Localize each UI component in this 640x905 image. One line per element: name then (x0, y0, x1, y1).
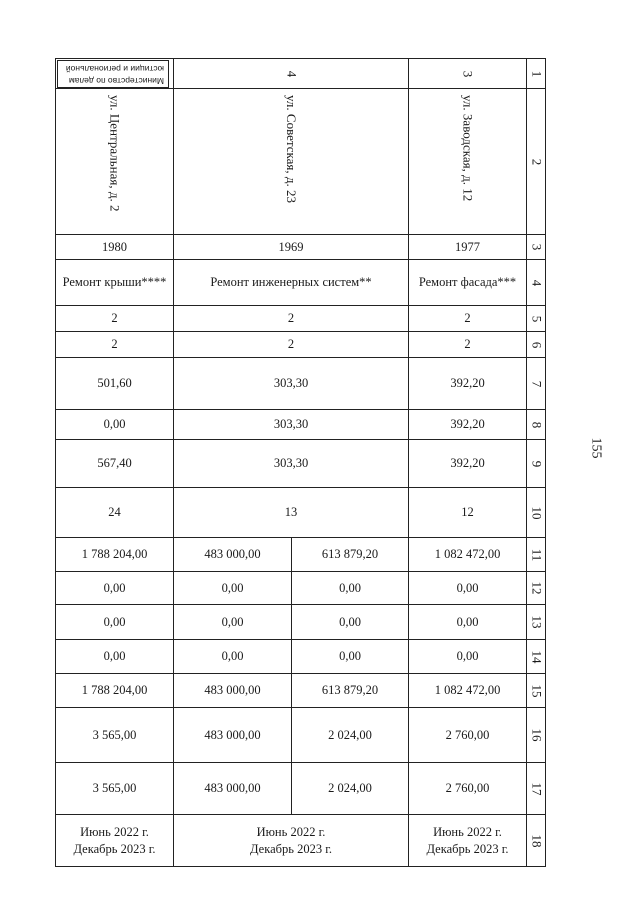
value-cell: 392,20 (409, 410, 527, 440)
work-type-cell: Ремонт крыши**** (56, 260, 174, 306)
value-cell: 2 024,00 (292, 763, 409, 815)
table-row (56, 572, 546, 605)
row-number: 12 (527, 572, 546, 605)
year-cell: 1977 (409, 235, 527, 260)
table-row (56, 260, 546, 306)
value-cell: 392,20 (409, 440, 527, 488)
row-number: 1 (527, 59, 546, 89)
stamp-line: юстиции и региональной (65, 64, 164, 74)
value-cell: 0,00 (174, 572, 292, 605)
row-number: 8 (527, 410, 546, 440)
value-cell: 2 (174, 306, 409, 332)
row-number: 11 (527, 538, 546, 572)
table-row (56, 538, 546, 572)
table-row (56, 488, 546, 538)
value-cell: 613 879,20 (292, 538, 409, 572)
date-cell (174, 815, 409, 867)
table-row (56, 332, 546, 358)
value-cell: 13 (174, 488, 409, 538)
row-number: 13 (527, 605, 546, 640)
year-cell: 1980 (56, 235, 174, 260)
stamp-cell (56, 59, 174, 89)
year-cell: 1969 (174, 235, 409, 260)
index-value: 4 (284, 70, 299, 77)
table-row (56, 358, 546, 410)
table-row (56, 89, 546, 235)
row-number: 7 (527, 358, 546, 410)
index-value: 3 (460, 70, 476, 77)
row-number: 5 (527, 306, 546, 332)
value-cell: 12 (409, 488, 527, 538)
row-number: 15 (527, 674, 546, 708)
value-cell: 2 760,00 (409, 708, 527, 763)
value-cell: 1 788 204,00 (56, 674, 174, 708)
start-date: Июнь 2022 г. (80, 824, 149, 839)
address-text: ул. Советская, д. 23 (284, 95, 299, 204)
table-row (56, 605, 546, 640)
value-cell: 1 082 472,00 (409, 674, 527, 708)
value-cell: 0,00 (409, 605, 527, 640)
value-cell: 483 000,00 (174, 538, 292, 572)
value-cell: 0,00 (174, 605, 292, 640)
value-cell: 3 565,00 (56, 708, 174, 763)
table-row (56, 410, 546, 440)
value-cell: 501,60 (56, 358, 174, 410)
row-number: 6 (527, 332, 546, 358)
table-row (56, 708, 546, 763)
value-cell: 0,00 (56, 572, 174, 605)
index-cell (409, 59, 527, 89)
end-date: Декабрь 2023 г. (249, 841, 333, 856)
value-cell: 303,30 (174, 358, 409, 410)
value-cell: 0,00 (409, 572, 527, 605)
row-number: 2 (527, 89, 546, 235)
value-cell: 3 565,00 (56, 763, 174, 815)
value-cell: 483 000,00 (174, 763, 292, 815)
work-type-cell: Ремонт инженерных систем** (174, 260, 409, 306)
value-cell: 1 788 204,00 (56, 538, 174, 572)
address-text: ул. Центральная, д. 2 (107, 95, 123, 212)
table-row (56, 640, 546, 674)
end-date: Декабрь 2023 г. (73, 841, 156, 856)
end-date: Декабрь 2023 г. (426, 841, 509, 856)
index-cell (174, 59, 409, 89)
work-type-cell: Ремонт фасада*** (409, 260, 527, 306)
table-row (56, 235, 546, 260)
table-row (56, 59, 546, 89)
value-cell: 613 879,20 (292, 674, 409, 708)
table-row (56, 306, 546, 332)
value-cell: 2 760,00 (409, 763, 527, 815)
row-number: 3 (527, 235, 546, 260)
value-cell: 0,00 (174, 640, 292, 674)
value-cell: 303,30 (174, 440, 409, 488)
value-cell: 24 (56, 488, 174, 538)
start-date: Июнь 2022 г. (256, 824, 326, 839)
ministry-stamp (57, 60, 169, 88)
value-cell: 2 (56, 306, 174, 332)
value-cell: 1 082 472,00 (409, 538, 527, 572)
value-cell: 0,00 (56, 605, 174, 640)
value-cell: 483 000,00 (174, 674, 292, 708)
address-cell (174, 89, 409, 235)
value-cell: 303,30 (174, 410, 409, 440)
data-table (55, 58, 546, 867)
value-cell: 0,00 (292, 640, 409, 674)
value-cell: 483 000,00 (174, 708, 292, 763)
table-row (56, 674, 546, 708)
value-cell: 0,00 (409, 640, 527, 674)
value-cell: 0,00 (56, 640, 174, 674)
address-text: ул. Заводская, д. 12 (460, 95, 476, 202)
value-cell: 0,00 (56, 410, 174, 440)
table-row (56, 763, 546, 815)
value-cell: 2 (56, 332, 174, 358)
value-cell: 2 024,00 (292, 708, 409, 763)
address-cell (56, 89, 174, 235)
value-cell: 0,00 (292, 572, 409, 605)
date-cell (409, 815, 527, 867)
value-cell: 2 (409, 306, 527, 332)
value-cell: 392,20 (409, 358, 527, 410)
row-number: 9 (527, 440, 546, 488)
page-number: 155 (588, 437, 604, 459)
stamp-line: Министерство по делам (68, 76, 164, 86)
row-number: 14 (527, 640, 546, 674)
table-row (56, 815, 546, 867)
table-row (56, 440, 546, 488)
row-number: 18 (527, 815, 546, 867)
row-number: 10 (527, 488, 546, 538)
value-cell: 2 (409, 332, 527, 358)
row-number: 16 (527, 708, 546, 763)
value-cell: 0,00 (292, 605, 409, 640)
start-date: Июнь 2022 г. (433, 824, 502, 839)
row-number: 17 (527, 763, 546, 815)
address-cell (409, 89, 527, 235)
date-cell (56, 815, 174, 867)
row-number: 4 (527, 260, 546, 306)
value-cell: 2 (174, 332, 409, 358)
value-cell: 567,40 (56, 440, 174, 488)
